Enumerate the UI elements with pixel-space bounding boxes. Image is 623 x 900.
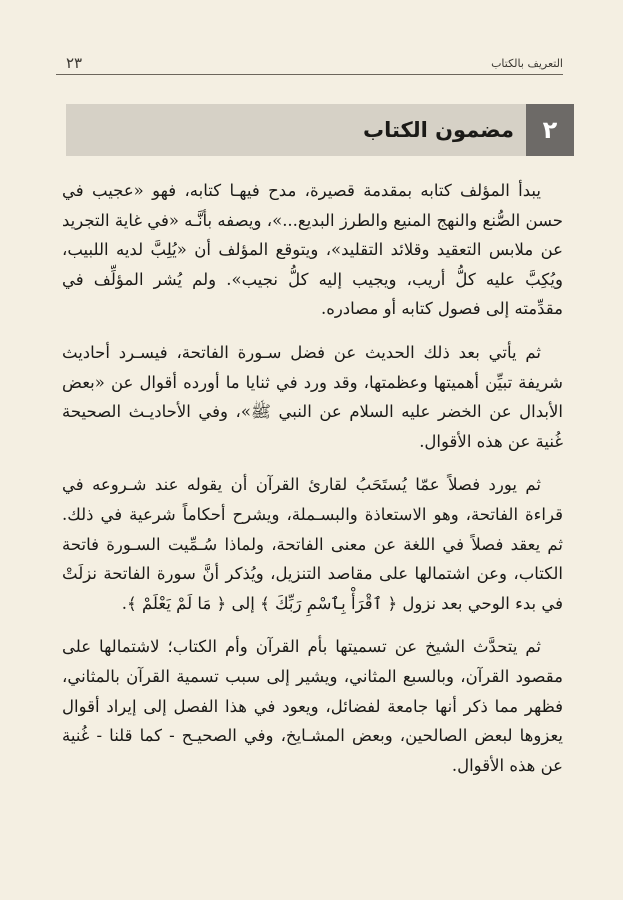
section-banner [66, 104, 574, 156]
running-header [56, 50, 563, 75]
page-number: ٢٣ [66, 54, 83, 72]
running-title: التعريف بالكتاب [491, 57, 563, 70]
paragraph-1: يبدأ المؤلف كتابه بمقدمة قصيرة، مدح فيهـا كتابه، فهو «عجيب في حسن الصُّنع والنهج المنيع والطرز البديع...»، ويصفه بأنَّـه «في غاية التجريد عن ملابس التعقيد وقلائد التقليد»، ويتوقع المؤلف أن «يُلِبَّ لديه اللبيب، ويُكِبَّ عليه كلُّ أريب، ويجيب إليه كلُّ نجيب». ولم يُشر المؤلِّف في مقدِّمته إلى فصول كتابه أو مصادره. [62, 181, 563, 319]
paragraph-3: ثم يورد فصلاً عمّا يُستَحَبُ لقارئ القرآن أن يقوله عند شـروعه في قراءة الفاتحة، وهو الاستعاذة والبسـملة، ويشرح أحكاماً شرعية في ذلك. ثم يعقد فصلاً في اللغة عن معنى الفاتحة، ولماذا سُـمِّيت السـورة فاتحة الكتاب، وعن اشتمالها على مقاصد التنزيل، ويُذكر أنَّ سورة الفاتحة نزلَتْ في بدء الوحي بعد نزول ﴿ ٱقْرَأْ بِٱسْمِ رَبِّكَ ﴾ إلى ﴿ مَا لَمْ يَعْلَمْ ﴾. [62, 475, 563, 613]
section-title: مضمون الكتاب [362, 118, 514, 142]
paragraph-2: ثم يأتي بعد ذلك الحديث عن فضل سـورة الفاتحة، فيسـرد أحاديث شريفة تبيِّن أهميتها وعظمتها، وقد ورد في ثنايا ما أورده أقوال عن «بعض الأبدال عن الخضر عليه السلام عن النبي ﷺ»، وفي الأحاديـث الصحيحة غُنية عن هذه الأقوال. [62, 342, 563, 451]
paragraph-4: ثم يتحدَّث الشيخ عن تسميتها بأم القرآن وأم الكتاب؛ لاشتمالها على مقصود القرآن، وبالسبع المثاني، ويشير إلى سبب تسمية القرآن بالمثاني، فظهر مما ذكر أنها جامعة لفضائل، ويعود في هذا الفصل إلى إيراد أقوال يعزوها لبعض الصالحين، وبعض المشـايخ، وفي الصحيـح - كما قلنا - غُنية عن هذه الأقوال. [62, 637, 563, 775]
body-text [62, 176, 563, 794]
section-number: ٢ [526, 104, 574, 156]
